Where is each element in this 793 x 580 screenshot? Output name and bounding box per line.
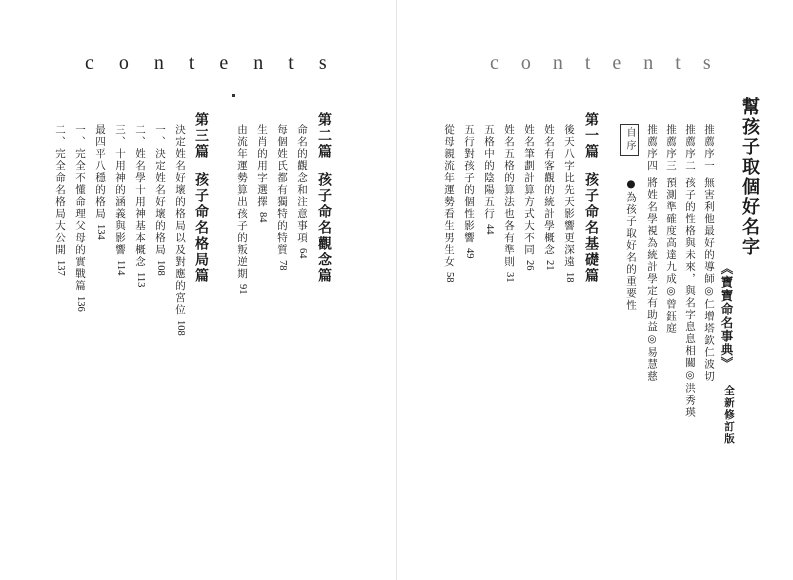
- decorative-dot: [232, 94, 235, 97]
- toc-entry-text: 每個姓氏都有獨特的特質: [276, 124, 288, 256]
- contents-header-right: contents: [490, 52, 733, 74]
- toc-entry-text: 五格中的陰陽五行: [483, 124, 495, 220]
- toc-entry[interactable]: [154, 124, 166, 276]
- chapter-heading: [583, 112, 598, 284]
- toc-entry[interactable]: [174, 124, 186, 336]
- toc-entry[interactable]: [523, 124, 535, 271]
- toc-entry-text: 最四平八穩的格局: [94, 124, 106, 220]
- foreword-label: 推薦序一: [703, 124, 715, 172]
- toc-entry[interactable]: [114, 124, 126, 275]
- toc-entry[interactable]: [543, 124, 555, 271]
- toc-page-number: 134: [95, 224, 106, 240]
- chapter-number: 第一篇: [583, 112, 599, 160]
- toc-entry-text: 決定姓名好壞的格局以及對應的宮位: [174, 124, 186, 316]
- toc-page-number: 114: [115, 260, 126, 276]
- chapter-number: 第二篇: [316, 112, 332, 160]
- bullet-icon: ●: [625, 178, 637, 192]
- toc-entry-text: 生肖的用字選擇: [256, 124, 268, 208]
- toc-entry-text: 一、決定姓名好壞的格局: [154, 124, 166, 256]
- toc-entry[interactable]: [483, 124, 495, 235]
- toc-entry[interactable]: [296, 124, 308, 259]
- foreword-label: 推薦序三: [665, 124, 677, 172]
- book-subtitle: 《寶寶命名事典》: [719, 262, 734, 370]
- toc-entry-text: 從母親流年運勢看生男生女: [443, 124, 455, 268]
- toc-page-number: 18: [564, 272, 575, 283]
- toc-entry[interactable]: [563, 124, 575, 283]
- toc-entry[interactable]: [94, 124, 106, 240]
- foreword-text: 無害利他最好的導師◎仁增塔欽仁波切: [703, 177, 715, 383]
- toc-entry-text: 姓名有客觀的統計學概念: [543, 124, 555, 256]
- preface-text: 為孩子取好名的重要性: [625, 191, 637, 312]
- foreword-item: [703, 124, 714, 383]
- preface-entry: [625, 178, 636, 312]
- toc-entry[interactable]: [256, 124, 268, 223]
- chapter-title: 孩子命名格局篇: [193, 172, 209, 284]
- toc-page-number: 136: [75, 296, 86, 312]
- toc-entry[interactable]: [503, 124, 515, 283]
- toc-page-number: 26: [524, 260, 535, 271]
- foreword-text: 預測準確度高達九成◎曾鈺庭: [665, 177, 677, 335]
- toc-entry[interactable]: [54, 124, 66, 276]
- toc-page-number: 108: [155, 260, 166, 276]
- book-edition: 全新修訂版: [723, 385, 735, 445]
- toc-page-number: 137: [55, 260, 66, 276]
- toc-page-number: 113: [135, 272, 146, 288]
- foreword-item: [665, 124, 676, 335]
- page-gutter: [396, 0, 397, 580]
- foreword-text: 孩子的性格與未來，與名字息息相關◎洪秀瑛: [684, 177, 696, 419]
- toc-entry-text: 五行對孩子的個性影響: [463, 124, 475, 244]
- book-title: 幫孩子取個好名字: [739, 97, 760, 257]
- toc-entry-text: 三、十用神的涵義與影響: [114, 124, 126, 256]
- toc-entry[interactable]: [276, 124, 288, 271]
- toc-page-number: 31: [504, 272, 515, 283]
- toc-entry-text: 姓名筆劃計算方式大不同: [523, 124, 535, 256]
- toc-entry-text: 由流年運勢算出孩子的叛逆期: [236, 124, 248, 280]
- toc-entry-text: 命名的觀念和注意事項: [296, 124, 308, 244]
- toc-page-number: 91: [237, 284, 248, 295]
- toc-entry[interactable]: [236, 124, 248, 295]
- chapter-heading: [193, 112, 208, 284]
- toc-page-number: 108: [175, 320, 186, 336]
- toc-entry-text: 後天八字比先天影響更深遠: [563, 124, 575, 268]
- toc-page-number: 84: [257, 212, 268, 223]
- toc-entry[interactable]: [74, 124, 86, 312]
- toc-page-number: 64: [297, 248, 308, 259]
- toc-entry[interactable]: [443, 124, 455, 283]
- toc-entry-text: 一、完全不懂命理父母的實戰篇: [74, 124, 86, 292]
- toc-page-number: 58: [444, 272, 455, 283]
- contents-header-left: contents: [85, 52, 352, 74]
- toc-page-number: 78: [277, 260, 288, 271]
- toc-page-number: 49: [464, 248, 475, 259]
- toc-page-number: 21: [544, 260, 555, 271]
- toc-entry-text: 二、完全命名格局大公開: [54, 124, 66, 256]
- toc-page-number: 44: [484, 224, 495, 235]
- toc-entry-text: 姓名五格的算法也各有準則: [503, 124, 515, 268]
- chapter-number: 第三篇: [193, 112, 209, 160]
- toc-entry-text: 二、姓名學十用神基本概念: [134, 124, 146, 268]
- toc-entry[interactable]: [134, 124, 146, 287]
- foreword-label: 推薦序四: [646, 124, 658, 172]
- foreword-text: 將姓名學視為統計學定有助益◎易慧慈: [646, 177, 658, 383]
- foreword-label: 推薦序二: [684, 124, 696, 172]
- chapter-heading: [316, 112, 331, 284]
- chapter-title: 孩子命名觀念篇: [316, 172, 332, 284]
- chapter-title: 孩子命名基礎篇: [583, 172, 599, 284]
- foreword-item: [684, 124, 695, 419]
- preface-label: 自序: [620, 124, 639, 156]
- foreword-item: [646, 124, 657, 383]
- toc-entry[interactable]: [463, 124, 475, 259]
